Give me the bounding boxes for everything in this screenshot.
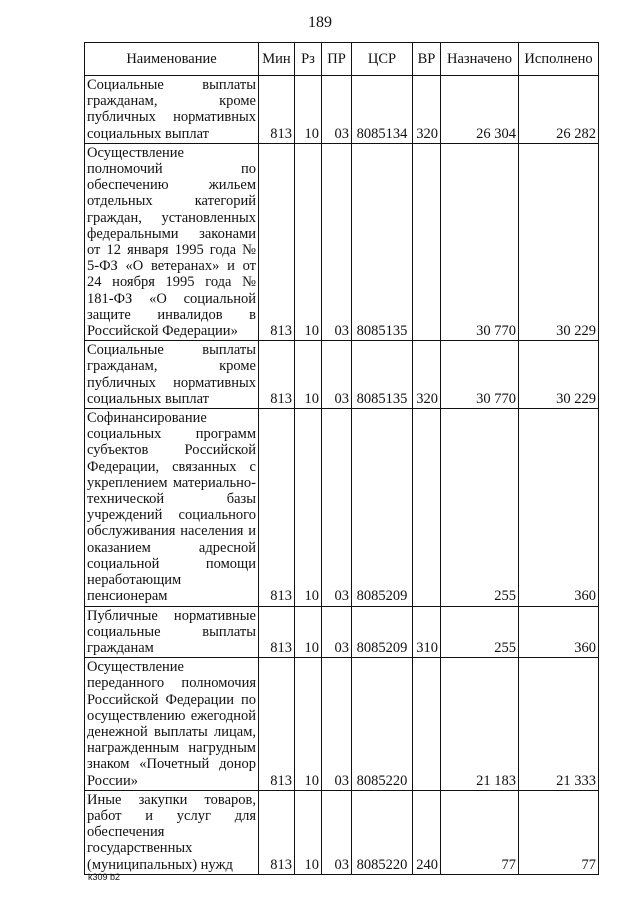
row-pr: 03 <box>322 658 352 791</box>
row-executed: 26 282 <box>519 76 599 144</box>
row-executed: 30 229 <box>519 341 599 409</box>
row-executed: 77 <box>519 790 599 874</box>
row-executed: 360 <box>519 409 599 606</box>
row-csr: 8085220 <box>352 790 413 874</box>
table-row <box>85 341 599 409</box>
header-csr: ЦСР <box>352 43 413 76</box>
row-rz: 10 <box>295 606 322 658</box>
row-csr: 8085209 <box>352 606 413 658</box>
row-rz: 10 <box>295 76 322 144</box>
row-min: 813 <box>259 658 295 791</box>
row-min: 813 <box>259 790 295 874</box>
row-assigned: 30 770 <box>441 341 519 409</box>
table-row <box>85 143 599 340</box>
row-assigned: 26 304 <box>441 76 519 144</box>
row-rz: 10 <box>295 658 322 791</box>
row-pr: 03 <box>322 143 352 340</box>
row-name: Социальные выплаты гражданам, кроме публичных нормативных социальных выплат <box>85 341 259 409</box>
row-executed: 30 229 <box>519 143 599 340</box>
header-executed: Исполнено <box>519 43 599 76</box>
row-csr: 8085135 <box>352 143 413 340</box>
header-assigned: Назначено <box>441 43 519 76</box>
header-pr: ПР <box>322 43 352 76</box>
table-row <box>85 76 599 144</box>
row-name: Софинансирование социальных программ субъектов Российской Федерации, связанных с укреплением материально-технической базы учреждений социального обслуживания населения и оказанием адресной социальной помощи неработающим пенсионерам <box>85 409 259 606</box>
row-assigned: 255 <box>441 606 519 658</box>
row-assigned: 255 <box>441 409 519 606</box>
row-rz: 10 <box>295 409 322 606</box>
row-min: 813 <box>259 143 295 340</box>
header-vr: ВР <box>413 43 441 76</box>
row-vr: 240 <box>413 790 441 874</box>
row-pr: 03 <box>322 606 352 658</box>
row-assigned: 77 <box>441 790 519 874</box>
row-vr <box>413 409 441 606</box>
row-assigned: 21 183 <box>441 658 519 791</box>
header-rz: Рз <box>295 43 322 76</box>
row-vr: 320 <box>413 76 441 144</box>
row-executed: 360 <box>519 606 599 658</box>
row-name: Иные закупки товаров, работ и услуг для обеспечения государственных (муниципальных) нужд <box>85 790 259 874</box>
row-csr: 8085209 <box>352 409 413 606</box>
row-name: Осуществление переданного полномочия Российской Федерации по осуществлению ежегодной денежной выплаты лицам, награжденным нагрудным знаком «Почетный донор России» <box>85 658 259 791</box>
row-rz: 10 <box>295 143 322 340</box>
page-number: 189 <box>308 14 332 31</box>
table-row <box>85 658 599 791</box>
header-min: Мин <box>259 43 295 76</box>
row-pr: 03 <box>322 409 352 606</box>
budget-table <box>84 42 599 875</box>
row-vr <box>413 143 441 340</box>
row-vr <box>413 658 441 791</box>
row-csr: 8085134 <box>352 76 413 144</box>
table-row <box>85 606 599 658</box>
row-pr: 03 <box>322 790 352 874</box>
row-min: 813 <box>259 409 295 606</box>
row-executed: 21 333 <box>519 658 599 791</box>
row-name: Публичные нормативные социальные выплаты гражданам <box>85 606 259 658</box>
header-name: Наименование <box>85 43 259 76</box>
row-min: 813 <box>259 341 295 409</box>
row-rz: 10 <box>295 790 322 874</box>
table-header-row <box>85 43 599 76</box>
row-vr: 320 <box>413 341 441 409</box>
row-name: Социальные выплаты гражданам, кроме публичных нормативных социальных выплат <box>85 76 259 144</box>
row-min: 813 <box>259 76 295 144</box>
row-min: 813 <box>259 606 295 658</box>
row-assigned: 30 770 <box>441 143 519 340</box>
row-csr: 8085135 <box>352 341 413 409</box>
table-row <box>85 790 599 874</box>
row-name: Осуществление полномочий по обеспечению жильем отдельных категорий граждан, установленных федеральными законами от 12 января 1995 года № 5-ФЗ «О ветеранах» и от 24 ноября 1995 года № 181-ФЗ «О социальной защите инвалидов в Российской Федерации» <box>85 143 259 340</box>
row-csr: 8085220 <box>352 658 413 791</box>
table-row <box>85 409 599 606</box>
footer-code: k309 b2 <box>88 872 121 882</box>
row-vr: 310 <box>413 606 441 658</box>
row-pr: 03 <box>322 341 352 409</box>
row-rz: 10 <box>295 341 322 409</box>
row-pr: 03 <box>322 76 352 144</box>
